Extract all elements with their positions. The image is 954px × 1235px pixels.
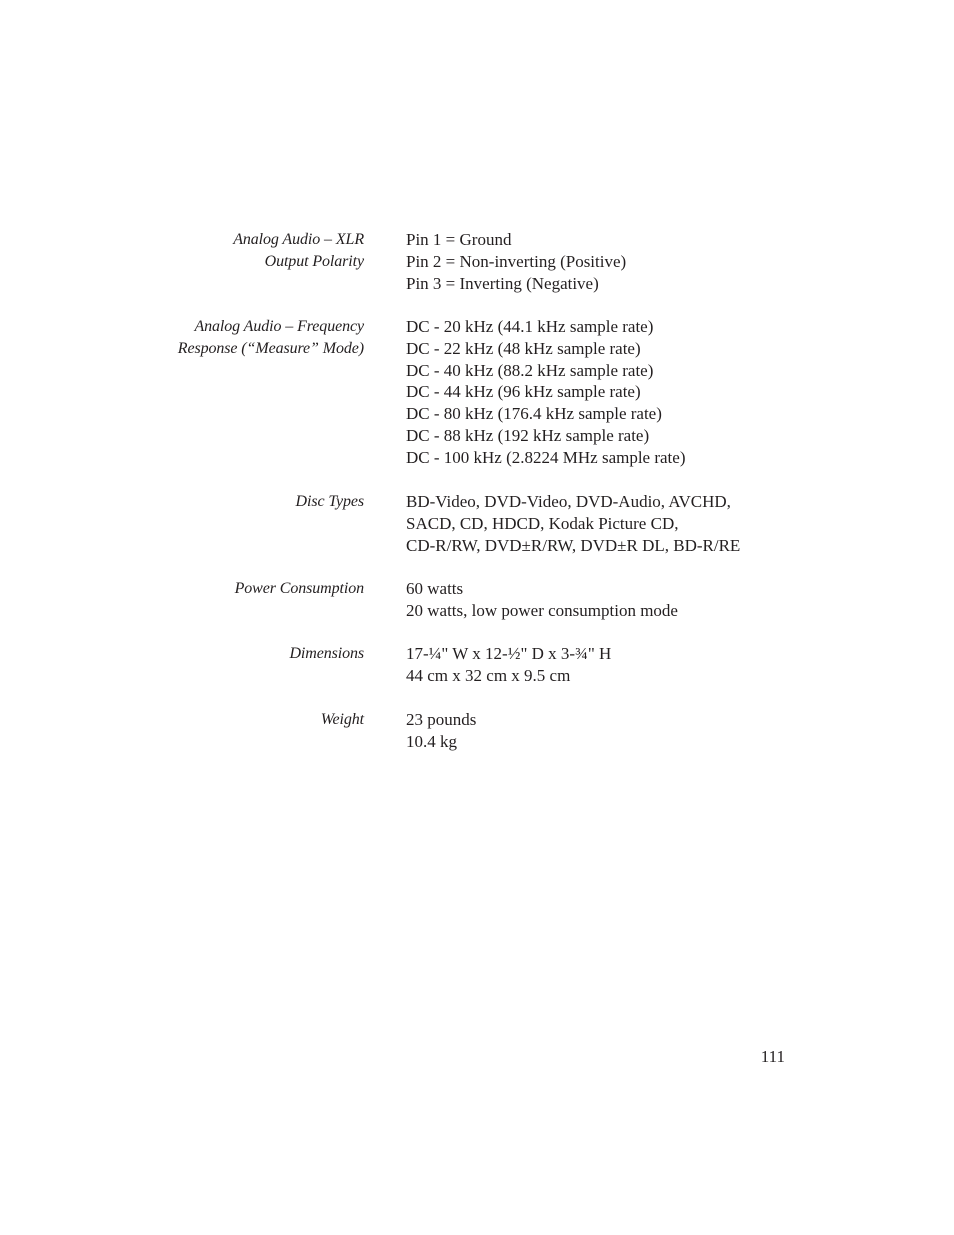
spec-value-line: DC - 80 kHz (176.4 kHz sample rate) — [406, 404, 662, 424]
spec-value-line: DC - 40 kHz (88.2 kHz sample rate) — [406, 360, 654, 380]
spec-label-line: Output Polarity — [264, 253, 364, 270]
spec-value-line: DC - 88 kHz (192 kHz sample rate) — [406, 425, 650, 445]
spec-label-line: Disc Types — [295, 493, 364, 510]
spec-value-line: SACD, CD, HDCD, Kodak Picture CD, — [406, 513, 679, 533]
spec-label-line: Weight — [320, 711, 364, 728]
spec-values — [406, 491, 826, 556]
spec-value-line: Pin 3 = Inverting (Negative) — [406, 273, 599, 293]
spec-value-line: 23 pounds — [406, 710, 477, 729]
spec-values — [406, 709, 826, 753]
spec-label — [64, 578, 364, 600]
spec-value-line: DC - 44 kHz (96 kHz sample rate) — [406, 382, 641, 402]
spec-label-line: Power Consumption — [234, 580, 364, 597]
spec-value-line: 17-¼" W x 12-½" D x 3-¾" H — [406, 644, 612, 663]
spec-value-line: DC - 100 kHz (2.8224 MHz sample rate) — [406, 447, 686, 467]
spec-value-line: 10.4 kg — [406, 731, 457, 751]
spec-label — [64, 643, 364, 665]
spec-value-line: Pin 1 = Ground — [406, 230, 512, 249]
spec-value-line: DC - 22 kHz (48 kHz sample rate) — [406, 338, 641, 358]
spec-label-line: Response (“Measure” Mode) — [177, 340, 364, 357]
spec-label — [64, 229, 364, 273]
spec-label-line: Analog Audio – XLR — [233, 231, 364, 248]
spec-label-line: Dimensions — [289, 645, 364, 662]
spec-values — [406, 643, 826, 687]
spec-label — [64, 316, 364, 360]
spec-value-line: 20 watts, low power consumption mode — [406, 600, 678, 620]
spec-label — [64, 491, 364, 513]
spec-value-line: DC - 20 kHz (44.1 kHz sample rate) — [406, 317, 654, 336]
spec-value-line: CD-R/RW, DVD±R/RW, DVD±R DL, BD-R/RE — [406, 535, 741, 555]
spec-value-line: 60 watts — [406, 579, 464, 598]
spec-value-line: Pin 2 = Non-inverting (Positive) — [406, 251, 627, 271]
spec-label — [64, 709, 364, 731]
spec-values — [406, 229, 826, 294]
spec-label-line: Analog Audio – Frequency — [194, 318, 364, 335]
spec-value-line: 44 cm x 32 cm x 9.5 cm — [406, 665, 571, 685]
spec-value-line: BD-Video, DVD-Video, DVD-Audio, AVCHD, — [406, 492, 731, 511]
page-number: 111 — [760, 1047, 785, 1066]
spec-values — [406, 316, 826, 469]
spec-values — [406, 578, 826, 622]
